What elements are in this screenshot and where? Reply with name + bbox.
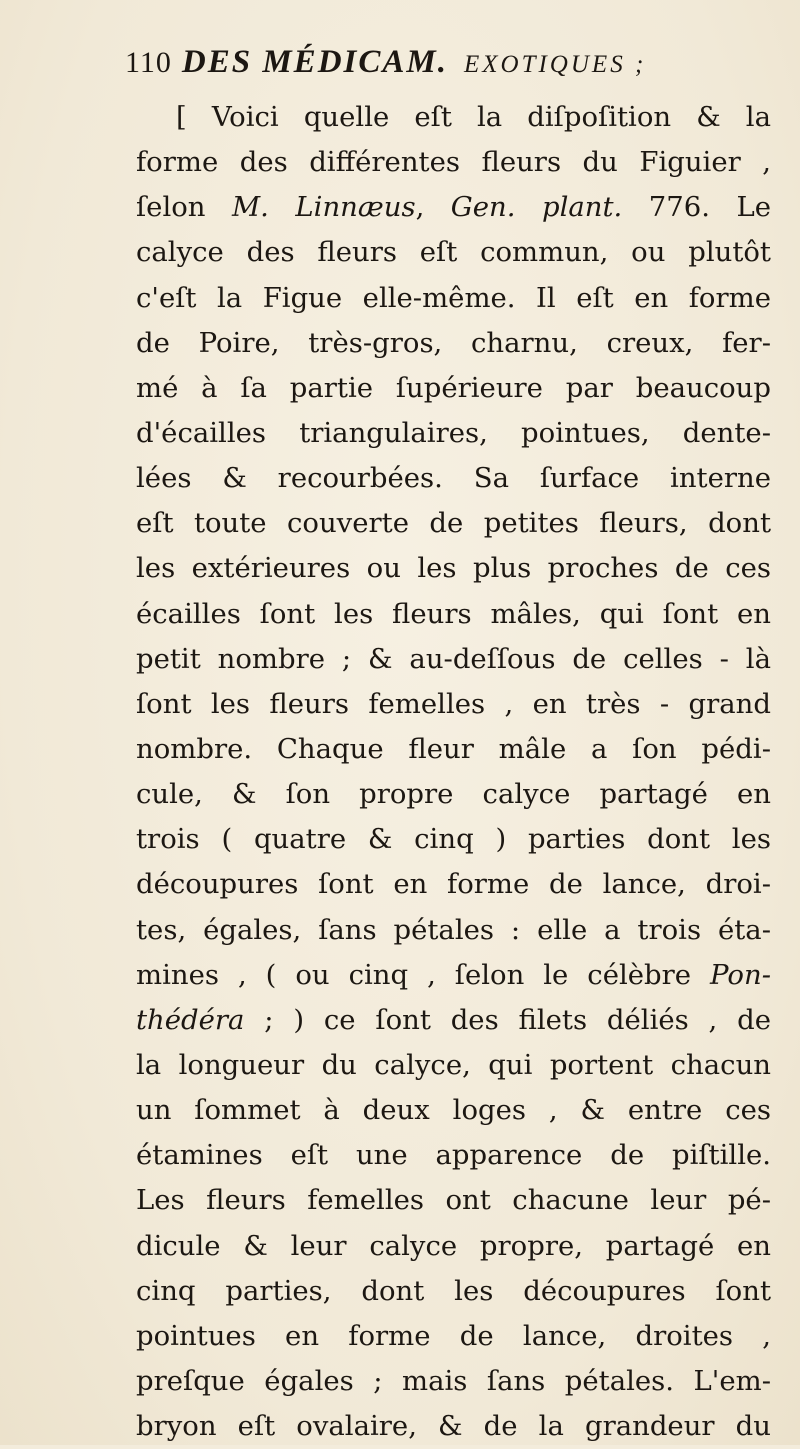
text-line [136, 321, 771, 366]
text-segment: découpures ſont en forme de lance, droi- [136, 868, 771, 901]
text-line [136, 456, 771, 501]
text-segment: cule, & ſon propre calyce partagé en [136, 778, 771, 811]
running-title: DES MÉDICAM. [181, 44, 448, 80]
text-segment: nombre. Chaque fleur mâle a ſon pédi- [136, 732, 771, 765]
text-segment: ſont les fleurs femelles , en très - grand [136, 687, 771, 720]
text-segment: étamines eſt une apparence de piſtille. [136, 1139, 771, 1172]
text-line [136, 1314, 771, 1359]
text-line [136, 140, 771, 185]
text-segment: de Poire, très-gros, charnu, creux, fer- [136, 326, 771, 359]
text-segment: ; ) ce ſont des filets déliés , de [244, 1003, 771, 1036]
text-segment: bryon eſt ovalaire, & de la grandeur du [136, 1410, 771, 1443]
text-segment: tes, égales, ſans pétales : elle a trois éta- [136, 913, 771, 946]
text-segment: c'eſt la Figue elle-même. Il eſt en forme [136, 281, 771, 314]
text-line [136, 1224, 771, 1269]
text-line [136, 1133, 771, 1178]
text-segment: les extérieures ou les plus proches de ces [136, 552, 771, 585]
text-line [136, 185, 771, 230]
text-line [136, 1043, 771, 1088]
running-title-continued: EXOTIQUES ; [463, 51, 647, 78]
text-segment: écailles ſont les fleurs mâles, qui ſont en [136, 597, 771, 630]
text-line [136, 276, 771, 321]
page-number: 110 [125, 46, 172, 79]
text-line [136, 637, 771, 682]
text-segment: dicule & leur calyce propre, partagé en [136, 1229, 771, 1262]
body-text [136, 95, 771, 1449]
text-segment: mines , ( ou cinq , ſelon le célèbre [136, 958, 711, 991]
text-line [136, 682, 771, 727]
text-line [136, 411, 771, 456]
italic-text: M. Linnæus [232, 191, 416, 224]
text-line [136, 501, 771, 546]
text-line [136, 953, 771, 998]
text-line [136, 592, 771, 637]
text-segment: lées & recourbées. Sa ſurface interne [136, 462, 771, 495]
text-segment: , [415, 191, 451, 224]
text-segment: eſt toute couverte de petites fleurs, dont [136, 507, 771, 540]
text-segment: la longueur du calyce, qui portent chacun [136, 1048, 771, 1081]
text-line [136, 1359, 771, 1404]
text-segment: mé à ſa partie ſupérieure par beaucoup [136, 371, 771, 404]
text-line [136, 230, 771, 275]
text-segment: ſelon [136, 191, 233, 224]
text-line [136, 95, 771, 140]
text-segment: [ Voici quelle eſt la diſpoſition & la [176, 101, 771, 133]
italic-text: Gen. plant. [450, 191, 623, 224]
text-line [136, 862, 771, 907]
text-segment: 776. Le [622, 191, 771, 224]
text-segment: forme des différentes fleurs du Figuier , [136, 146, 771, 179]
text-segment: calyce des fleurs eſt commun, ou plutôt [136, 236, 771, 269]
text-line [136, 727, 771, 772]
text-line [136, 1178, 771, 1223]
text-line [136, 817, 771, 862]
text-line [136, 908, 771, 953]
text-line [136, 1404, 771, 1449]
text-segment: preſque égales ; mais ſans pétales. L'em- [136, 1364, 771, 1397]
text-line [136, 546, 771, 591]
text-segment: Les fleurs femelles ont chacune leur pé- [136, 1184, 771, 1217]
italic-text: thédéra [136, 1003, 245, 1036]
text-line [136, 998, 771, 1043]
italic-text: Pon- [710, 958, 771, 991]
text-line [136, 772, 771, 817]
text-line [136, 366, 771, 411]
text-segment: petit nombre ; & au-deſſous de celles - là [136, 642, 771, 675]
text-segment: cinq parties, dont les découpures ſont [136, 1274, 771, 1307]
text-segment: un ſommet à deux loges , & entre ces [136, 1094, 771, 1127]
running-header [125, 44, 765, 90]
text-line [136, 1088, 771, 1133]
text-segment: pointues en forme de lance, droites , [136, 1319, 771, 1352]
text-line [136, 1269, 771, 1314]
text-segment: trois ( quatre & cinq ) parties dont les [136, 823, 771, 856]
text-segment: d'écailles triangulaires, pointues, dente- [136, 416, 771, 449]
